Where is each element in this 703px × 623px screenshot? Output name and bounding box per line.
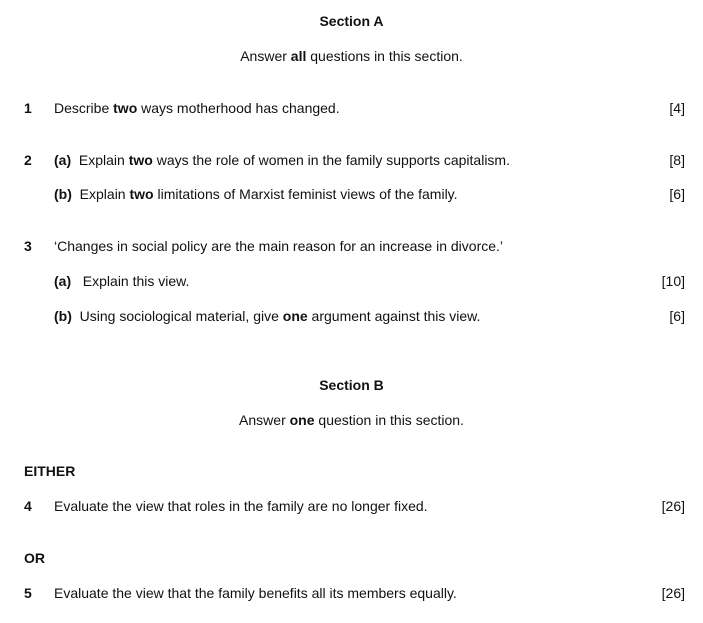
question-1-text: Describe two ways motherhood has changed.	[54, 100, 340, 116]
question-4-marks: [26]	[661, 498, 685, 514]
question-2b-label: (b)	[54, 186, 72, 202]
question-2b-marks: [6]	[669, 186, 685, 202]
question-3b-text: (b) Using sociological material, give one argument against this view.	[54, 308, 481, 324]
section-a-instruction: Answer all questions in this section.	[240, 48, 463, 64]
question-4-number: 4	[24, 498, 32, 514]
question-4-text: Evaluate the view that roles in the family are no longer fixed.	[54, 498, 428, 514]
question-2b-text: (b) Explain two limitations of Marxist feminist views of the family.	[54, 186, 458, 202]
question-3-number: 3	[24, 238, 32, 254]
question-1-marks: [4]	[669, 100, 685, 116]
question-2a-label: (a)	[54, 152, 72, 168]
question-2-number: 2	[24, 152, 32, 168]
question-2a-text: (a) Explain two ways the role of women in the family supports capitalism.	[54, 152, 510, 168]
section-b-instruction: Answer one question in this section.	[239, 412, 464, 428]
question-3a-marks: [10]	[661, 273, 685, 289]
question-3-stem: ‘Changes in social policy are the main reason for an increase in divorce.’	[54, 238, 504, 254]
question-5-marks: [26]	[661, 585, 685, 601]
question-3a-label: (a)	[54, 273, 72, 289]
either-label: EITHER	[24, 463, 76, 479]
question-2a-marks: [8]	[669, 152, 685, 168]
question-3a-text: (a) Explain this view.	[54, 273, 190, 289]
question-3b-label: (b)	[54, 308, 72, 324]
question-3b-marks: [6]	[669, 308, 685, 324]
section-a-heading: Section A	[319, 13, 384, 29]
question-1-number: 1	[24, 100, 32, 116]
section-b-heading: Section B	[319, 377, 384, 393]
or-label: OR	[24, 550, 45, 566]
question-5-text: Evaluate the view that the family benefits all its members equally.	[54, 585, 457, 601]
question-5-number: 5	[24, 585, 32, 601]
